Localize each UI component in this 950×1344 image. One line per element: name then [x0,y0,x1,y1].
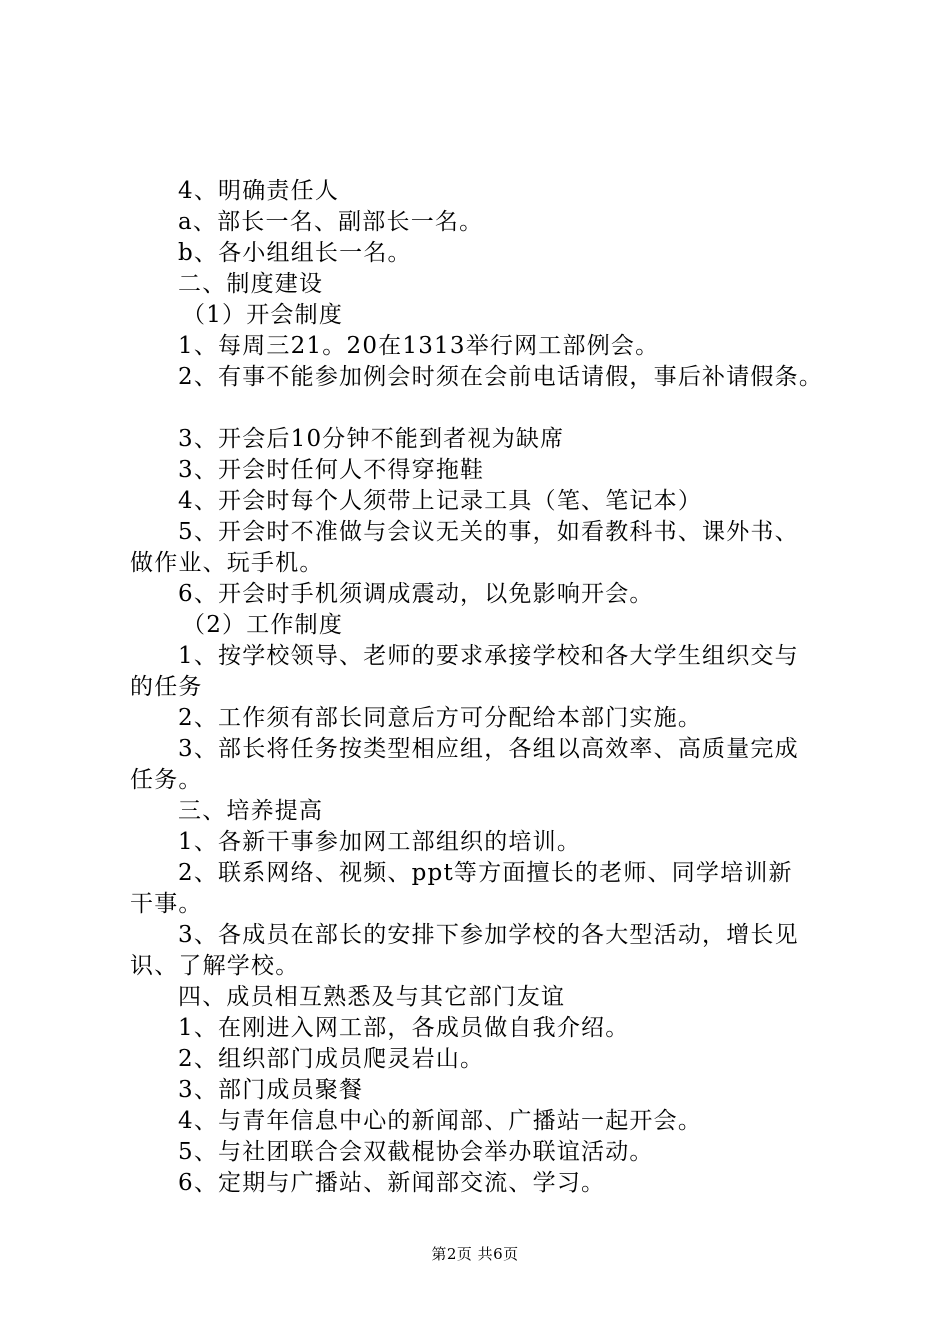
list-item: 6、定期与广播站、新闻部交流、学习。 [178,1170,606,1196]
section-heading: 二、制度建设 [178,271,324,297]
list-item: 1、各新干事参加网工部组织的培训。 [178,829,582,855]
list-item-continuation: 的任务 [130,674,203,700]
list-item: 4、开会时每个人须带上记录工具（笔、笔记本） [178,488,703,514]
list-item: 2、工作须有部长同意后方可分配给本部门实施。 [178,705,703,731]
list-item: 5、与社团联合会双截棍协会举办联谊活动。 [178,1139,654,1165]
list-item: 1、每周三21。20在1313举行网工部例会。 [178,333,660,359]
list-item: 3、开会时任何人不得穿拖鞋 [178,457,485,483]
list-item: 4、与青年信息中心的新闻部、广播站一起开会。 [178,1108,703,1134]
list-item: 5、开会时不准做与会议无关的事，如看教科书、课外书、 [178,519,799,545]
page-number-footer: 第2页 共6页 [431,1245,519,1263]
list-item: 3、各成员在部长的安排下参加学校的各大型活动，增长见 [178,922,799,948]
section-heading: 四、成员相互熟悉及与其它部门友谊 [178,984,566,1010]
document-body [130,176,842,1199]
list-item: a、部长一名、副部长一名。 [178,209,484,235]
list-item: 4、明确责任人 [178,178,340,204]
list-item: 3、开会后10分钟不能到者视为缺席 [178,426,565,452]
list-item: 2、组织部门成员爬灵岩山。 [178,1046,485,1072]
section-heading: 三、培养提高 [178,798,324,824]
list-item: 3、部门成员聚餐 [178,1077,364,1103]
list-item: b、各小组组长一名。 [178,240,412,266]
list-item: 6、开会时手机须调成震动，以免影响开会。 [178,581,654,607]
subsection-heading: （2）工作制度 [182,612,344,638]
list-item: 2、联系网络、视频、ppt等方面擅长的老师、同学培训新 [178,860,793,886]
list-item-continuation: 识、了解学校。 [130,953,300,979]
list-item-continuation: 干事。 [130,891,203,917]
list-item: 3、部长将任务按类型相应组，各组以高效率、高质量完成 [178,736,799,762]
subsection-heading: （1）开会制度 [182,302,344,328]
blank-line [130,393,842,424]
list-item: 1、在刚进入网工部，各成员做自我介绍。 [178,1015,630,1041]
list-item-continuation: 任务。 [130,767,203,793]
list-item: 1、按学校领导、老师的要求承接学校和各大学生组织交与 [178,643,799,669]
list-item: 2、有事不能参加例会时须在会前电话请假，事后补请假条。 [178,364,824,390]
list-item-continuation: 做作业、玩手机。 [130,550,324,576]
